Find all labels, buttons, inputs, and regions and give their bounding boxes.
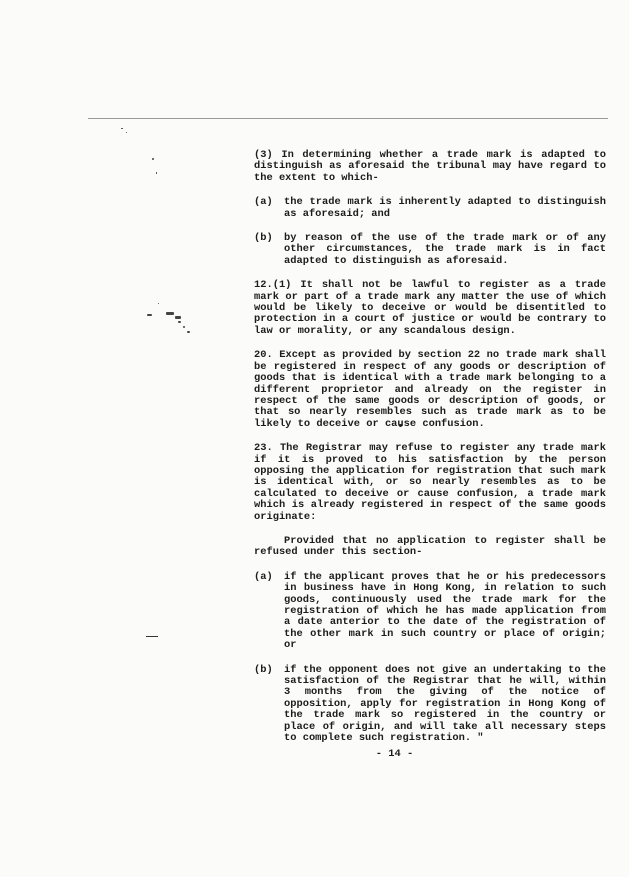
section-20-paragraph: 20. Except as provided by section 22 no trade mark shall be registered in respect of any goods or description of goods that is identical with a trade mark belonging to a different proprietor and already on the register in respect of the same goods or description of goods, or that so nearly resembles such as trade mark as to be likely to deceive or cause confusion. bbox=[254, 349, 606, 430]
paragraph-3: (3) In determining whether a trade mark is adapted to distinguish as aforesaid the tribunal may have regard to the extent to which- bbox=[254, 149, 606, 184]
top-rule bbox=[88, 118, 608, 119]
item-text: by reason of the use of the trade mark or of any other circumstances, the trade mark is in fact adapted to distinguish as aforesaid. bbox=[284, 232, 606, 267]
item-label: (a) bbox=[254, 196, 273, 209]
section-12-paragraph: 12.(1) It shall not be lawful to register as a trade mark or part of a trade mark any matter the use of which would be likely to deceive or would be disentitled to protection in a court of justice or would be contrary to law or morality, or any scandalous design. bbox=[254, 279, 606, 337]
section-23-paragraph: 23. The Registrar may refuse to register any trade mark if it is proved to his satisfaction by the person opposing the application for registration that such mark is identical with, or so nearly resembles as to be calculated to deceive or cause confusion, a trade mark which is already registered in respect of the same goods originate: bbox=[254, 442, 606, 523]
item-text: if the opponent does not give an undertaking to the satisfaction of the Registrar that he will, within 3 months from the giving of the notice of opposition, apply for registration in Hong Kong of the trade mark so registered in the country or place of origin, and will take all necessary steps to complete such registration. " bbox=[284, 663, 606, 745]
proviso-item-a bbox=[254, 572, 606, 652]
item-text: if the applicant proves that he or his predecessors in business have in Hong Kong, in relation to such goods, continuously used the trade mark for the registration of which he has made application from a date anterior to the date of the registration of the other mark in such country or place of origin; or bbox=[284, 570, 606, 652]
page-number: - 14 - bbox=[375, 748, 414, 760]
item-label: (b) bbox=[254, 663, 273, 676]
list-item-a bbox=[254, 197, 606, 220]
list-item-b bbox=[254, 233, 606, 267]
proviso-item-b bbox=[254, 665, 606, 745]
item-text: the trade mark is inherently adapted to distinguish as aforesaid; and bbox=[284, 196, 606, 220]
item-label: (b) bbox=[254, 232, 273, 245]
margin-dash bbox=[146, 636, 158, 637]
proviso-paragraph: Provided that no application to register shall be refused under this section- bbox=[254, 534, 606, 559]
item-label: (a) bbox=[254, 570, 273, 583]
document-body bbox=[254, 150, 606, 757]
